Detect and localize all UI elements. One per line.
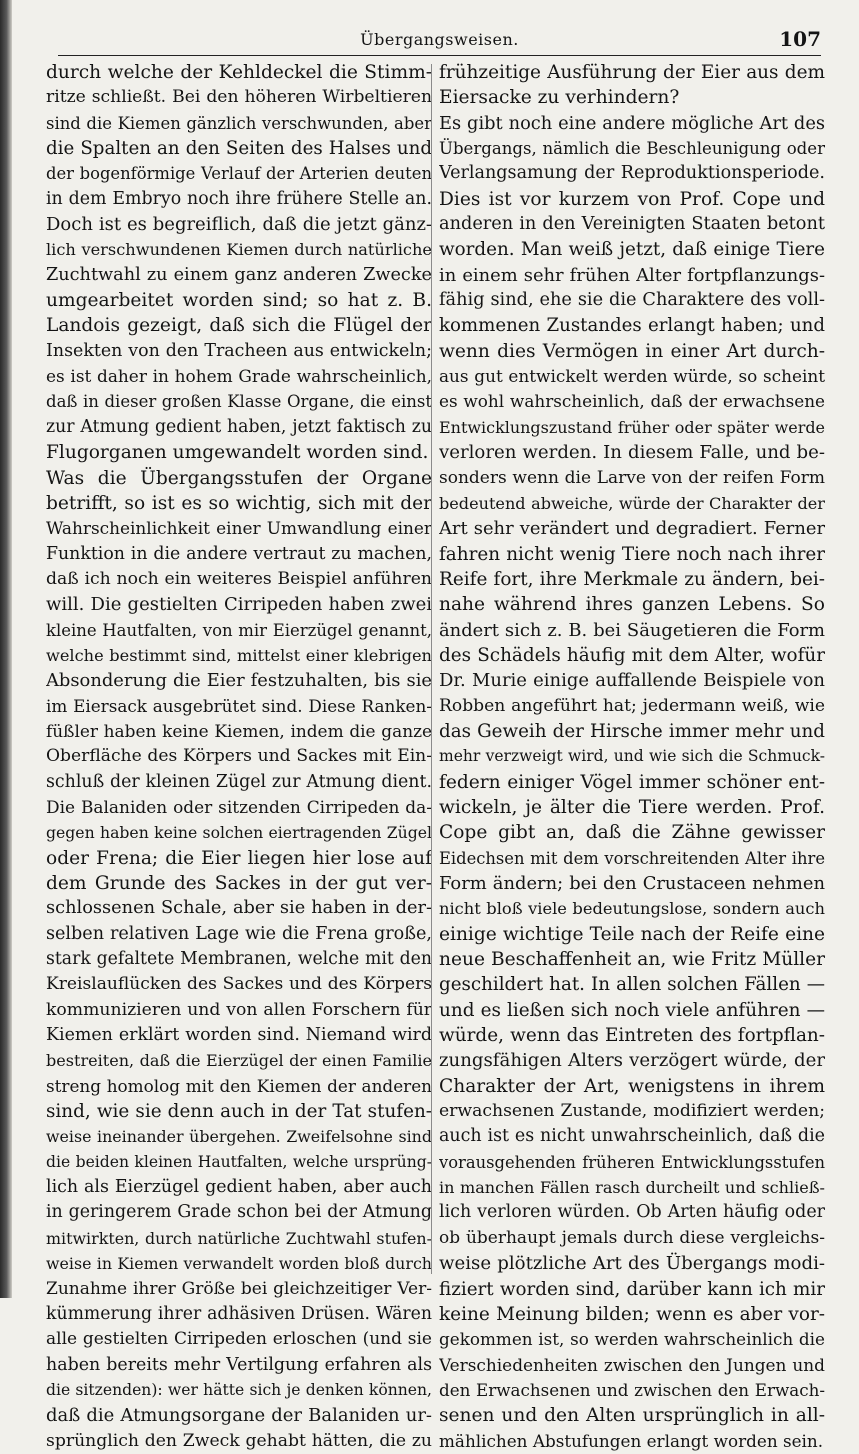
text-line: geschildert hat. In allen solchen Fällen — <box>439 974 825 996</box>
text-line: lich als Eierzügel gedient haben, aber auch <box>46 1177 432 1198</box>
text-line: erwachsenen Zustande, modifiziert werden; <box>439 1101 825 1122</box>
text-line: in geringerem Grade schon bei der Atmung <box>46 1202 432 1223</box>
text-line: einige wichtige Teile nach der Reife eine <box>439 923 825 945</box>
text-line: frühzeitige Ausführung der Eier aus dem <box>439 62 825 83</box>
text-line: bedeutend abweiche, würde der Charakter der <box>439 493 825 513</box>
page-number: 107 <box>779 27 821 51</box>
text-line: oder Frena; die Eier liegen hier lose auf <box>46 847 432 869</box>
text-line: würde, wenn das Eintreten des fortpflan- <box>439 1025 825 1047</box>
text-line: streng homolog mit den Kiemen der anderen <box>46 1075 432 1096</box>
text-line: Kiemen erklärt worden sind. Niemand wird <box>46 1025 432 1046</box>
text-line: Übergangs, nämlich die Beschleunigung oder <box>439 139 825 159</box>
text-line: Oberfläche des Körpers und Sackes mit Ein- <box>46 746 432 767</box>
text-line: alle gestielten Cirripeden erloschen (und sie <box>46 1329 432 1350</box>
text-line: in manchen Fällen rasch durcheilt und schließ- <box>439 1178 825 1198</box>
text-line: mehr verzweigt wird, und wie sich die Schmuck- <box>439 747 825 766</box>
running-title: Übergangsweisen. <box>360 30 519 49</box>
text-line: schluß der kleinen Zügel zur Atmung dient. <box>46 771 432 792</box>
text-line: mitwirkten, durch natürliche Zuchtwahl stufen- <box>46 1228 432 1248</box>
text-line: Flugorganen umgewandelt worden sind. <box>46 442 429 464</box>
text-line: fähig sind, ehe sie die Charaktere des voll- <box>439 290 825 311</box>
text-line: dem Grunde des Sackes in der gut ver- <box>46 873 432 894</box>
left-text-column <box>46 60 432 1454</box>
text-line: weise plötzliche Art des Übergangs modi- <box>439 1253 825 1275</box>
text-line: Eiersacke zu verhindern? <box>439 87 680 109</box>
text-line: gekommen ist, so werden wahrscheinlich die <box>439 1329 825 1350</box>
text-line: Die Balaniden oder sitzenden Cirripeden da- <box>46 796 432 817</box>
text-line: lich verloren würden. Ob Arten häufig oder <box>439 1202 825 1223</box>
text-line: zur Atmung gedient haben, jetzt faktisch zu <box>46 416 432 437</box>
text-line: den Erwachsenen und zwischen den Erwach- <box>439 1379 825 1400</box>
text-line: senen und den Alten ursprünglich in all- <box>439 1405 825 1427</box>
text-line: die beiden kleinen Hautfalten, welche ursprüng- <box>46 1152 432 1171</box>
text-line: Insekten von den Tracheen aus entwickeln; <box>46 340 432 361</box>
text-line: keine Meinung bilden; wenn es aber vor- <box>439 1303 825 1325</box>
text-line: Dies ist vor kurzem von Prof. Cope und <box>439 188 825 210</box>
text-line: Verlangsamung der Reproduktionsperiode. <box>439 163 825 184</box>
text-line: Zunahme ihrer Größe bei gleichzeitiger Ver- <box>46 1278 432 1299</box>
text-line: wickeln, je älter die Tiere werden. Prof. <box>439 796 825 818</box>
text-line: kümmerung ihrer adhäsiven Drüsen. Wären <box>46 1303 432 1324</box>
text-line: Robben angeführt hat; jedermann weiß, wie <box>439 695 825 716</box>
text-line: zungsfähigen Alters verzögert würde, der <box>439 1050 825 1072</box>
text-line: verloren werden. In diesem Falle, und be- <box>439 442 825 464</box>
text-line: füßler haben keine Kiemen, indem die ganze <box>46 720 432 741</box>
text-line: in dem Embryo noch ihre frühere Stelle an. <box>46 188 432 209</box>
text-line: Verschiedenheiten zwischen den Jungen und <box>439 1354 825 1375</box>
text-line: stark gefaltete Membranen, welche mit den <box>46 949 432 970</box>
text-line: Form ändern; bei den Crustaceen nehmen <box>439 873 825 894</box>
text-line: der bogenförmige Verlauf der Arterien deuten <box>46 164 432 184</box>
text-line: umgearbeitet worden sind; so hat z. B. <box>46 290 432 312</box>
text-line: wenn dies Vermögen in einer Art durch- <box>439 340 825 362</box>
text-line: Kreislauflücken des Sackes und des Körpers <box>46 974 432 995</box>
text-line: Eidechsen mit dem vorschreitenden Alter ihre <box>439 848 825 868</box>
text-line: lich verschwundenen Kiemen durch natürliche <box>46 240 432 260</box>
page-header <box>58 26 821 56</box>
text-line: durch welche der Kehldeckel die Stimm- <box>46 62 432 83</box>
column-divider <box>431 64 432 1274</box>
text-line: selben relativen Lage wie die Frena große, <box>46 923 432 944</box>
text-line: nahe während ihres ganzen Lebens. So <box>439 594 825 616</box>
text-line: haben bereits mehr Vertilgung erfahren als <box>46 1354 432 1375</box>
text-line: will. Die gestielten Cirripeden haben zwei <box>46 594 432 616</box>
text-line: die Spalten an den Seiten des Halses und <box>46 138 432 160</box>
text-line: weise in Kiemen verwandelt worden bloß durch <box>46 1254 432 1274</box>
text-line: daß die Atmungsorgane der Balaniden ur- <box>46 1405 432 1427</box>
text-line: ändert sich z. B. bei Säugetieren die Form <box>439 619 825 641</box>
text-line: betrifft, so ist es so wichtig, sich mit der <box>46 492 432 514</box>
text-line: das Geweih der Hirsche immer mehr und <box>439 720 825 742</box>
text-line: neue Beschaffenheit an, wie Fritz Müller <box>439 949 825 971</box>
text-line: Zuchtwahl zu einem ganz anderen Zwecke <box>46 264 432 285</box>
adjacent-page-edge <box>0 0 12 1298</box>
text-line: vorausgehenden früheren Entwicklungsstufen <box>439 1152 825 1172</box>
text-line: es ist daher in hohem Grade wahrscheinlich, <box>46 366 432 387</box>
text-line: gegen haben keine solchen eiertragenden Zügel <box>46 823 432 843</box>
text-line: im Eiersack ausgebrütet sind. Diese Ranken- <box>46 695 432 716</box>
text-line: fiziert worden sind, darüber kann ich mir <box>439 1278 825 1300</box>
text-line: sprünglich den Zweck gehabt hätten, die zu <box>46 1430 432 1451</box>
text-line: Doch ist es begreiflich, daß die jetzt gänz- <box>46 214 432 236</box>
text-line: nicht bloß viele bedeutungslose, sondern auch <box>439 899 825 919</box>
text-line: Es gibt noch eine andere mögliche Art des <box>439 112 825 134</box>
text-line: daß in dieser großen Klasse Organe, die einst <box>46 392 432 412</box>
text-line: mählichen Abstufungen erlangt worden sein. <box>439 1430 824 1451</box>
text-line: Cope gibt an, daß die Zähne gewisser <box>439 822 825 844</box>
text-line: sind, wie sie denn auch in der Tat stufen- <box>46 1101 432 1123</box>
text-line: Landois gezeigt, daß sich die Flügel der <box>46 315 432 337</box>
right-text-column <box>439 60 825 1454</box>
text-line: Reife fort, ihre Merkmale zu ändern, bei- <box>439 568 825 590</box>
text-line: Absonderung die Eier festzuhalten, bis sie <box>46 670 432 692</box>
text-line: kommunizieren und von allen Forschern für <box>46 999 432 1020</box>
text-line: und es ließen sich noch viele anführen — <box>439 999 825 1021</box>
text-line: Wahrscheinlichkeit einer Umwandlung einer <box>46 518 432 539</box>
text-line: des Schädels häufig mit dem Alter, wofür <box>439 644 825 666</box>
text-line: weise ineinander übergehen. Zweifelsohne sind <box>46 1127 432 1147</box>
text-line: sind die Kiemen gänzlich verschwunden, aber <box>46 113 432 133</box>
text-line: auch ist es nicht unwahrscheinlich, daß die <box>439 1126 825 1147</box>
text-line: Art sehr verändert und degradiert. Ferner <box>439 518 825 540</box>
text-line: federn einiger Vögel immer schöner ent- <box>439 771 825 793</box>
text-line: daß ich noch ein weiteres Beispiel anführen <box>46 568 432 589</box>
text-line: schlossenen Schale, aber sie haben in der- <box>46 898 432 919</box>
text-line: Entwicklungszustand früher oder später werde <box>439 417 825 437</box>
text-line: Funktion in die andere vertraut zu machen, <box>46 543 432 564</box>
text-line: kleine Hautfalten, von mir Eierzügel genannt, <box>46 620 432 640</box>
text-line: die sitzenden): wer hätte sich je denken können, <box>46 1380 432 1399</box>
text-line: sonders wenn die Larve von der reifen Form <box>439 467 825 488</box>
text-line: Charakter der Art, wenigstens in ihrem <box>439 1075 825 1097</box>
text-line: in einem sehr frühen Alter fortpflanzungs- <box>439 264 825 286</box>
text-line: fahren nicht wenig Tiere noch nach ihrer <box>439 543 825 565</box>
text-line: aus gut entwickelt werden würde, so scheint <box>439 366 825 387</box>
text-line: welche bestimmt sind, mittelst einer klebrigen <box>46 645 432 665</box>
text-line: ob überhaupt jemals durch diese vergleichs- <box>439 1227 825 1248</box>
text-line: worden. Man weiß jetzt, daß einige Tiere <box>439 239 825 261</box>
text-line: ritze schließt. Bei den höheren Wirbeltieren <box>46 87 432 108</box>
text-line: es wohl wahrscheinlich, daß der erwachsene <box>439 391 825 412</box>
text-line: Dr. Murie einige auffallende Beispiele von <box>439 670 825 692</box>
text-line: anderen in den Vereinigten Staaten betont <box>439 214 825 235</box>
header-rule <box>58 55 821 56</box>
text-line: kommenen Zustandes erlangt haben; und <box>439 315 825 337</box>
text-line: Was die Übergangsstufen der Organe <box>46 467 432 489</box>
text-line: bestreiten, daß die Eierzügel der einen Familie <box>46 1051 432 1071</box>
